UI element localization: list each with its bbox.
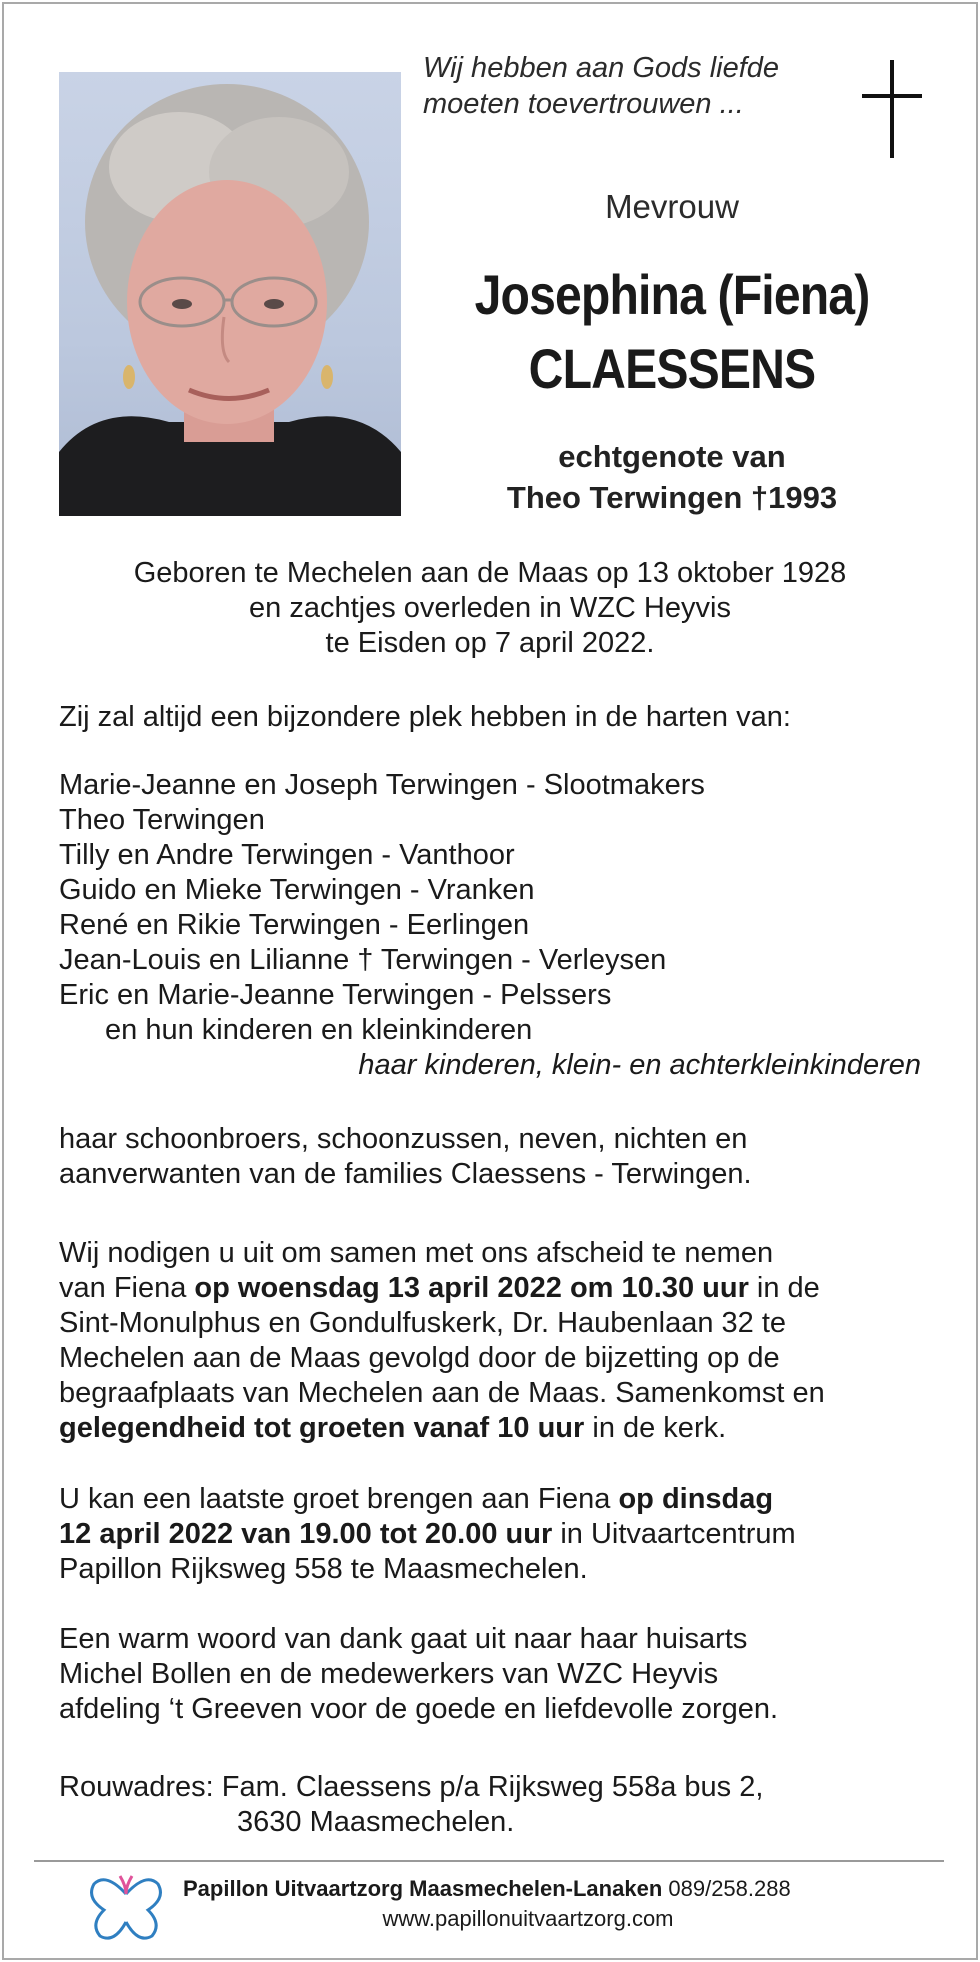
text-line: 3630 Maasmechelen. xyxy=(237,1806,515,1838)
spouse-name: Theo Terwingen †1993 xyxy=(506,480,838,515)
text-line: afdeling ‘t Greeven voor de goede en liefdevolle zorgen. xyxy=(59,1693,779,1725)
butterfly-logo-icon xyxy=(86,1868,166,1948)
ceremony-info xyxy=(59,1236,939,1446)
quote-line: Wij hebben aan Gods liefde xyxy=(423,52,780,84)
text-line: Papillon Rijksweg 558 te Maasmechelen. xyxy=(59,1553,588,1585)
text-line: Een warm woord van dank gaat uit naar haar huisarts xyxy=(59,1623,748,1655)
relatives xyxy=(59,1122,939,1192)
cross-icon xyxy=(862,60,922,160)
footer-divider xyxy=(34,1860,944,1862)
company-name: Papillon Uitvaartzorg Maasmechelen-Lanaken xyxy=(183,1876,663,1901)
honorific: Mevrouw xyxy=(605,188,739,225)
thanks xyxy=(59,1622,939,1727)
family-signature: haar kinderen, klein- en achterkleinkinderen xyxy=(358,1049,921,1081)
text-line: te Eisden op 7 april 2022. xyxy=(325,627,655,659)
deceased-name xyxy=(448,258,895,406)
family-member: Marie-Jeanne en Joseph Terwingen - Slootmakers xyxy=(59,769,705,801)
text-line: Rouwadres: Fam. Claessens p/a Rijksweg 558a bus 2, xyxy=(59,1771,764,1803)
text-line: Mechelen aan de Maas gevolgd door de bijzetting op de xyxy=(59,1342,780,1374)
mourning-address xyxy=(59,1770,939,1840)
footer-website[interactable]: www.papillonuitvaartzorg.com xyxy=(382,1906,674,1931)
family-intro: Zij zal altijd een bijzondere plek hebben in de harten van: xyxy=(59,701,791,733)
text-line: 12 april 2022 van 19.00 tot 20.00 uur in Uitvaartcentrum xyxy=(59,1518,796,1550)
text-line: en zachtjes overleden in WZC Heyvis xyxy=(249,592,731,624)
birth-death-info xyxy=(60,556,920,661)
quote-line: moeten toevertrouwen ... xyxy=(423,88,744,120)
visitation-info xyxy=(59,1482,939,1587)
company-phone: 089/258.288 xyxy=(662,1876,791,1901)
family-member: Theo Terwingen xyxy=(59,804,265,836)
family-member: René en Rikie Terwingen - Eerlingen xyxy=(59,909,530,941)
spouse-label: echtgenote van xyxy=(558,439,786,474)
family-sub: en hun kinderen en kleinkinderen xyxy=(105,1014,533,1046)
text-line: van Fiena op woensdag 13 april 2022 om 10.30 uur in de xyxy=(59,1272,820,1304)
text-line: begraafplaats van Mechelen aan de Maas. Samenkomst en xyxy=(59,1377,825,1409)
footer-company xyxy=(183,1875,791,1902)
text-line: Wij nodigen u uit om samen met ons afscheid te nemen xyxy=(59,1237,774,1269)
text-line: aanverwanten van de families Claessens - Terwingen. xyxy=(59,1158,752,1190)
text-line: Geboren te Mechelen aan de Maas op 13 oktober 1928 xyxy=(133,557,847,589)
family-member: Tilly en Andre Terwingen - Vanthoor xyxy=(59,839,515,871)
opening-quote xyxy=(423,50,779,122)
text-line: Michel Bollen en de medewerkers van WZC Heyvis xyxy=(59,1658,719,1690)
family-member: Jean-Louis en Lilianne † Terwingen - Verleysen xyxy=(59,944,667,976)
family-member: Eric en Marie-Jeanne Terwingen - Pelssers xyxy=(59,979,612,1011)
family-list xyxy=(59,768,939,1083)
text-line: haar schoonbroers, schoonzussen, neven, nichten en xyxy=(59,1123,748,1155)
first-name: Josephina (Fiena) xyxy=(474,263,870,326)
portrait-photo xyxy=(59,72,401,516)
spouse-info xyxy=(412,436,932,518)
text-line: gelegendheid tot groeten vanaf 10 uur in de kerk. xyxy=(59,1412,727,1444)
family-member: Guido en Mieke Terwingen - Vranken xyxy=(59,874,535,906)
text-line: Sint-Monulphus en Gondulfuskerk, Dr. Haubenlaan 32 te xyxy=(59,1307,787,1339)
last-name: CLAESSENS xyxy=(528,337,816,400)
text-line: U kan een laatste groet brengen aan Fiena op dinsdag xyxy=(59,1483,774,1515)
